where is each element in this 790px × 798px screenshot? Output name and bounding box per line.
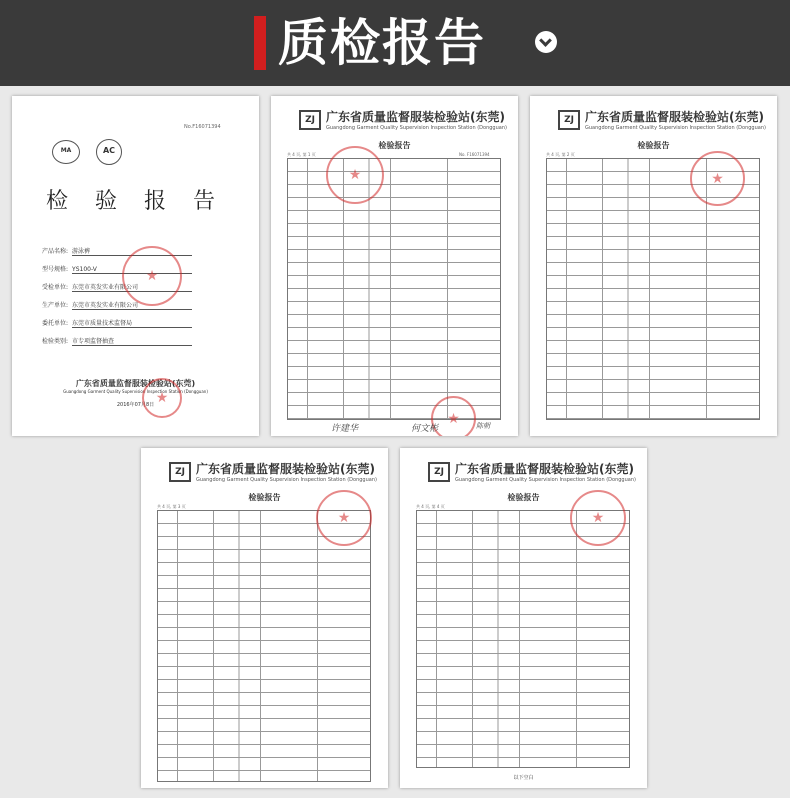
red-seal: [316, 490, 372, 546]
field-product: 产品名称: 游泳裤: [42, 246, 192, 256]
page-number: 共 4 页, 第 4 页: [416, 504, 445, 509]
report-cover-page: [12, 96, 259, 436]
chevron-down-icon: [535, 31, 557, 53]
accent-bar: [254, 16, 266, 70]
doc-title: 检验报告: [378, 141, 411, 150]
cover-title: 检 验 报 告: [46, 189, 225, 214]
banner-title: 质检报告: [278, 14, 486, 72]
station-logo: ZJ: [558, 110, 580, 130]
doc-title: 检验报告: [637, 141, 670, 150]
signature-b: 何文彬: [411, 424, 439, 434]
report-page-4: [400, 448, 647, 788]
station-logo: ZJ: [299, 110, 321, 130]
cover-org-name: 广东省质量监督服装检验站(东莞): [75, 379, 196, 388]
page-number: 共 4 页, 第 3 页: [157, 504, 186, 509]
red-seal: [690, 151, 745, 206]
org-name: 广东省质量监督服装检验站(东莞): [585, 110, 764, 124]
org-name: 广东省质量监督服装检验站(东莞): [196, 462, 375, 476]
footer-note: 以下空白: [513, 775, 534, 781]
station-logo: ZJ: [169, 462, 191, 482]
red-seal: [570, 490, 626, 546]
doc-number: No. F16071394: [459, 152, 490, 157]
report-page-1: [271, 96, 518, 436]
cover-org-english: Guangdong Garment Quality Supervision Inspection Station (Dongguan): [63, 389, 208, 394]
report-table: [416, 510, 630, 768]
signature-c: 陈朝: [476, 422, 490, 430]
org-english: Guangdong Garment Quality Supervision Inspection Station (Dongguan): [326, 125, 507, 131]
report-table: [287, 158, 501, 420]
header-banner: [0, 0, 790, 86]
org-english: Guangdong Garment Quality Supervision Inspection Station (Dongguan): [585, 125, 766, 131]
org-header: [558, 108, 766, 131]
report-page-2: [530, 96, 777, 436]
org-name: 广东省质量监督服装检验站(东莞): [455, 462, 634, 476]
org-header: [169, 460, 377, 483]
field-inspected-unit: 受检单位: 东莞市英发实业有限公司: [42, 282, 192, 292]
page-number: 共 4 页, 第 1 页: [287, 152, 316, 157]
red-seal: [122, 246, 182, 306]
cover-date: 2016年07月8日: [116, 402, 155, 408]
org-english: Guangdong Garment Quality Supervision Inspection Station (Dongguan): [196, 477, 377, 483]
field-category: 检验类别: 市专项监督抽查: [42, 336, 192, 346]
page-number: 共 4 页, 第 2 页: [546, 152, 575, 157]
date-seal: [142, 378, 182, 418]
doc-title: 检验报告: [248, 493, 281, 502]
report-number: No.F16071394: [184, 124, 221, 130]
signature-a: 许建华: [331, 424, 359, 434]
field-producer: 生产单位: 东莞市英发实业有限公司: [42, 300, 192, 310]
red-seal: [326, 146, 384, 204]
org-header: [299, 108, 507, 131]
org-header: [428, 460, 636, 483]
org-english: Guangdong Garment Quality Supervision Inspection Station (Dongguan): [455, 477, 636, 483]
report-table: [157, 510, 371, 782]
org-name: 广东省质量监督服装检验站(东莞): [326, 110, 505, 124]
field-model: 型号规格: YS100-V: [42, 264, 192, 274]
report-page-3: [141, 448, 388, 788]
field-client: 委托单位: 东莞市质量技术监督局: [42, 318, 192, 328]
cma-logo: MA: [52, 140, 80, 164]
station-logo: ZJ: [428, 462, 450, 482]
doc-title: 检验报告: [507, 493, 540, 502]
ac-logo: AC: [96, 139, 122, 165]
